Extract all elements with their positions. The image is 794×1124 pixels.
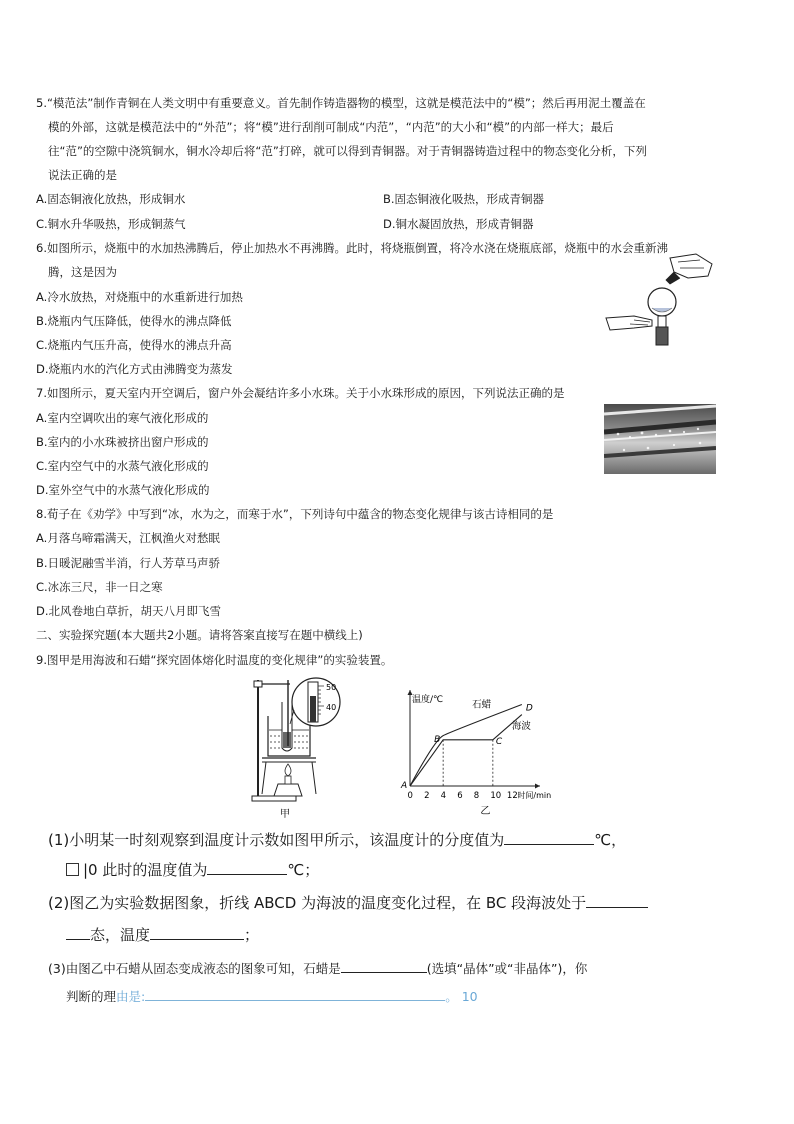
q9-part2-text: (2)图乙为实验数据图象，折线 ABCD 为海波的温度变化过程，在 BC 段海波处于 — [48, 894, 587, 912]
q6-option-a: A.冷水放热，对烧瓶中的水重新进行加热 — [36, 290, 243, 304]
apparatus-figure — [232, 672, 352, 822]
q5-option-b: B.固态铜液化吸热，形成青铜器 — [383, 192, 545, 206]
answer-blank-state-part1[interactable] — [586, 893, 648, 908]
q9-part1-line2 — [66, 860, 319, 880]
q9-part2-state: 态，温度 — [90, 926, 151, 944]
q9-part1-text: (1)小明某一时刻观察到温度计示数如图甲所示，该温度计的分度值为 — [48, 831, 505, 849]
q5-option-d: D.铜水凝固放热，形成青铜器 — [383, 217, 534, 231]
q5-stem-line4: 说法正确的是 — [48, 168, 117, 182]
q7-option-d: D.室外空气中的水蒸气液化形成的 — [36, 483, 210, 497]
q6-option-c: C.烧瓶内气压升高，使得水的沸点升高 — [36, 338, 232, 352]
point-label: B — [434, 734, 441, 745]
answer-blank-scale-division[interactable] — [504, 830, 594, 845]
q9-part2-line2 — [66, 925, 259, 945]
point-label: D — [525, 703, 533, 714]
q7-option-a: A.室内空调吹出的寒气液化形成的 — [36, 411, 209, 425]
q6-option-d: D.烧瓶内水的汽化方式由沸腾变为蒸发 — [36, 362, 233, 376]
y-axis-label: 温度/℃ — [412, 695, 444, 705]
air-conditioner-photo — [604, 404, 716, 474]
q9-part3-line1 — [48, 958, 587, 978]
q9-part2-line1 — [48, 893, 648, 913]
x-axis-arrow — [535, 784, 540, 789]
q9-part1-unit: ℃， — [594, 831, 627, 849]
q6-option-b: B.烧瓶内气压降低，使得水的沸点降低 — [36, 314, 232, 328]
q6-stem-line1: 6.如图所示，烧瓶中的水加热沸腾后，停止加热水不再沸腾。此时，将烧瓶倒置，将冷水浇在烧瓶底部，烧瓶中的水会重新沸 — [36, 241, 668, 255]
q8-stem: 8.荀子在《劝学》中写到“冰，水为之，而寒于水”，下列诗句中蕴含的物态变化规律与该古诗相同的是 — [36, 507, 554, 521]
x-tick-label: 10 — [490, 791, 502, 801]
x-axis-label: 时间/min — [517, 791, 552, 800]
q7-option-c: C.室内空气中的水蒸气液化形成的 — [36, 459, 209, 473]
q8-option-d: D.北风卷地白草折，胡天八月即飞雪 — [36, 604, 222, 618]
q9-part1-line1 — [48, 830, 626, 850]
q8-option-c: C.冰冻三尺，非一日之寒 — [36, 580, 163, 594]
q9-stem: 9.图甲是用海波和石蜡“探究固体熔化时温度的变化规律”的实验装置。 — [36, 653, 393, 667]
q5-option-a: A.固态铜液化放热，形成铜水 — [36, 192, 186, 206]
q9-part3-tail: 。 10 — [445, 989, 478, 1004]
q9-part3-hint: (选填“晶体”或“非晶体”)，你 — [426, 961, 588, 976]
x-tick-label: 12 — [506, 791, 518, 801]
answer-blank-temperature[interactable] — [207, 860, 287, 875]
answer-blank-state-part2[interactable] — [66, 925, 90, 940]
series-line-shila — [410, 705, 522, 786]
series-label-haibo: 海波 — [511, 720, 531, 732]
scale-label-top: 50 — [326, 683, 337, 692]
checkbox-icon — [66, 863, 79, 876]
q5-option-c: C.铜水升华吸热，形成铜蒸气 — [36, 217, 186, 231]
q9-part3-reason: 判断的理 — [66, 989, 117, 1004]
section-heading: 二、实验探究题(本大题共2小题。请将答案直接写在题中横线上) — [36, 628, 363, 642]
q9-part1-temp-unit: ℃； — [287, 861, 320, 879]
figure-yi-caption: 乙 — [480, 806, 491, 816]
q9-part3-reason-blue: 由是: — [116, 989, 146, 1004]
q5-stem-line2: 模的外部，这就是模范法中的“外范”；将“模”进行刮削可制成“内范”，“内范”的大小和“模”的内部一样大；最后 — [48, 120, 614, 134]
q9-part2-tail: ； — [244, 926, 260, 944]
q8-option-b: B.日暖泥融雪半消，行人芳草马声骄 — [36, 556, 221, 570]
q7-stem: 7.如图所示，夏天室内开空调后，窗户外会凝结许多小水珠。关于小水珠形成的原因，下列说法正确的是 — [36, 386, 565, 400]
series-label-shila: 石蜡 — [472, 699, 492, 711]
melting-chart — [398, 682, 558, 816]
answer-blank-reason[interactable] — [145, 986, 445, 1001]
q5-stem-line3: 往“范”的空隙中浇筑铜水，铜水冷却后将“范”打碎，就可以得到青铜器。对于青铜器铸造过程中的物态变化分析，下列 — [48, 144, 647, 158]
answer-blank-temperature-change[interactable] — [150, 925, 244, 940]
q9-part3-line2 — [66, 986, 478, 1006]
q9-part1-temp-text: |0 此时的温度值为 — [83, 861, 208, 879]
x-tick-label: 2 — [424, 791, 430, 801]
answer-blank-crystal-type[interactable] — [341, 958, 427, 973]
figure-jia-caption: 甲 — [280, 809, 290, 820]
point-label: A — [401, 781, 408, 791]
q8-option-a: A.月落乌啼霜满天，江枫渔火对愁眠 — [36, 531, 220, 545]
point-label: C — [495, 736, 503, 747]
x-tick-label: 6 — [457, 791, 463, 801]
series-line-haibo — [410, 715, 522, 786]
q9-part3-text: (3)由图乙中石蜡从固态变成液态的图象可知，石蜡是 — [48, 961, 341, 976]
q6-stem-line2: 腾，这是因为 — [48, 265, 117, 279]
q5-stem-line1: 5.“模范法”制作青铜在人类文明中有重要意义。首先制作铸造器物的模型，这就是模范法中的“模”；然后再用泥土覆盖在 — [36, 96, 646, 110]
scale-label-bottom: 40 — [326, 703, 337, 712]
q7-option-b: B.室内的小水珠被挤出窗户形成的 — [36, 435, 209, 449]
flask-figure — [600, 250, 718, 350]
x-tick-label: 4 — [440, 791, 447, 801]
x-tick-label: 0 — [407, 791, 413, 801]
x-tick-label: 8 — [473, 791, 480, 801]
